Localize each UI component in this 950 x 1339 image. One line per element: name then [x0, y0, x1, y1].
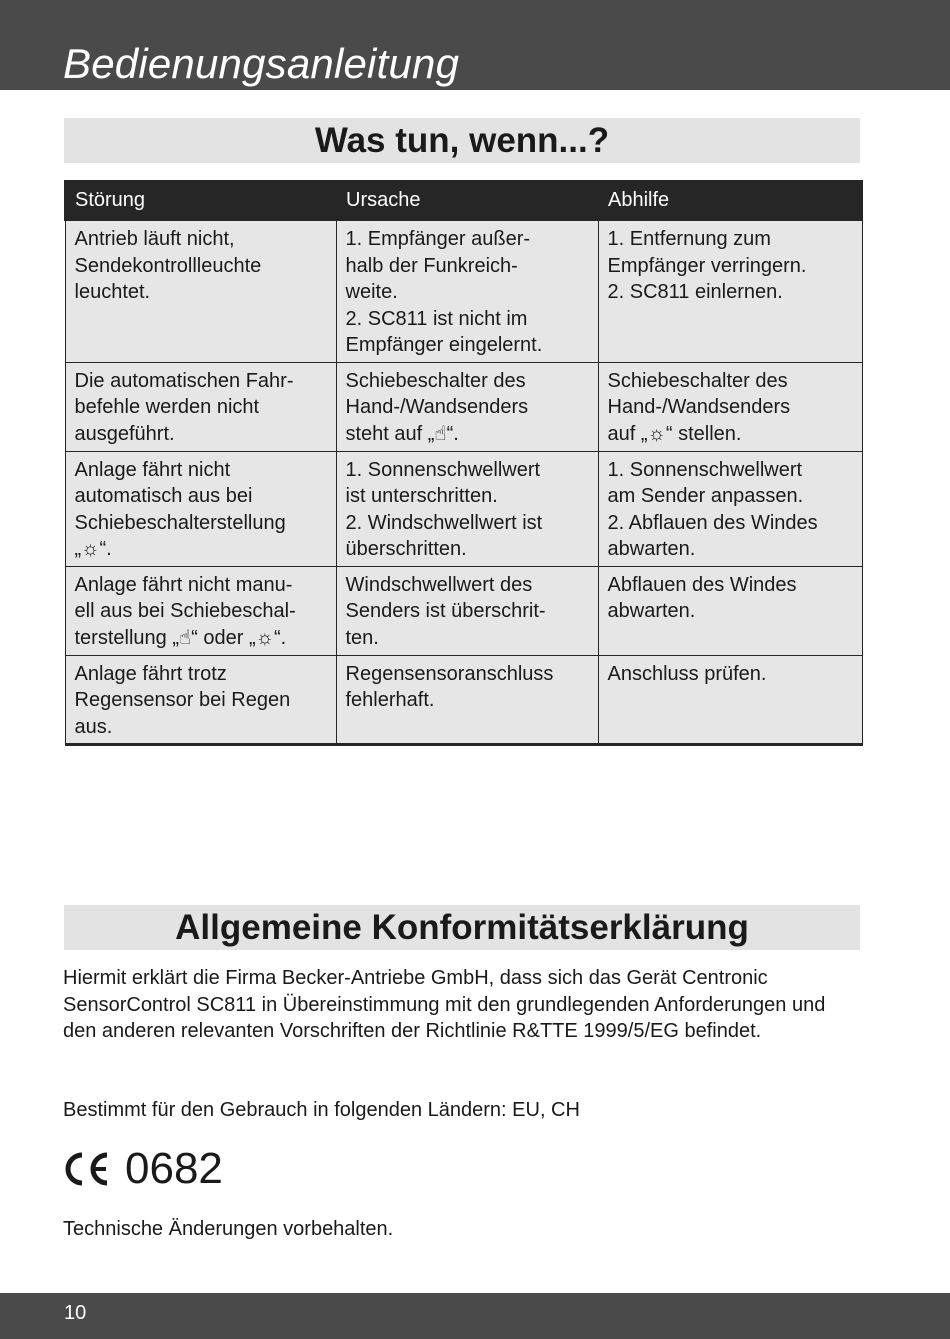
troubleshooting-table	[64, 180, 863, 746]
cell-ursache: Regensensoranschluss fehlerhaft.	[336, 655, 598, 745]
table-row	[65, 451, 862, 566]
table-row	[65, 220, 862, 362]
cell-ursache: Schiebeschalter des Hand-/Wandsenders steht auf „☝“.	[336, 362, 598, 451]
troubleshooting-heading-box	[64, 118, 860, 163]
page-title: Bedienungsanleitung	[63, 40, 460, 87]
conformity-statement: Hiermit erklärt die Firma Becker-Antriebe GmbH, dass sich das Gerät Centronic SensorControl SC811 in Übereinstimmung mit den grundlegenden Anforderungen und den anderen relevanten Vorschriften der Richtlinie R&TTE 1999/5/EG befindet.	[63, 967, 826, 1042]
column-header-abhilfe: Abhilfe	[598, 181, 862, 220]
troubleshooting-heading: Was tun, wenn...?	[314, 121, 610, 160]
conformity-heading: Allgemeine Konformitätserklärung	[175, 908, 749, 947]
cell-stoerung: Die automatischen Fahr- befehle werden nicht ausgeführt.	[65, 362, 336, 451]
table-row	[65, 362, 862, 451]
column-header-ursache: Ursache	[336, 181, 598, 220]
cell-abhilfe: Schiebeschalter des Hand-/Wandsenders auf „☼“ stellen.	[598, 362, 862, 451]
cell-ursache: Windschwellwert des Senders ist überschrit- ten.	[336, 566, 598, 655]
conformity-heading-box	[64, 905, 860, 950]
cell-stoerung: Anlage fährt trotz Regensensor bei Regen aus.	[65, 655, 336, 745]
column-header-stoerung: Störung	[65, 181, 336, 220]
technical-changes-note: Technische Änderungen vorbehalten.	[63, 1218, 394, 1240]
cell-abhilfe: 1. Sonnenschwellwert am Sender anpassen. 2. Abflauen des Windes abwarten.	[598, 451, 862, 566]
cell-ursache: 1. Sonnenschwellwert ist unterschritten. 2. Windschwellwert ist überschritten.	[336, 451, 598, 566]
notified-body-number: 0682	[125, 1144, 223, 1193]
cell-stoerung: Antrieb läuft nicht, Sendekontrollleuchte leuchtet.	[65, 220, 336, 362]
cell-abhilfe: Abflauen des Windes abwarten.	[598, 566, 862, 655]
ce-logo-icon	[63, 1150, 111, 1188]
page-number: 10	[64, 1302, 87, 1324]
footer-bar	[0, 1293, 950, 1339]
countries-statement: Bestimmt für den Gebrauch in folgenden Ländern: EU, CH	[63, 1099, 580, 1121]
cell-stoerung: Anlage fährt nicht manu- ell aus bei Schiebeschal- terstellung „☝“ oder „☼“.	[65, 566, 336, 655]
cell-ursache: 1. Empfänger außer- halb der Funkreich- weite. 2. SC811 ist nicht im Empfänger eingelernt.	[336, 220, 598, 362]
cell-abhilfe: Anschluss prüfen.	[598, 655, 862, 745]
cell-stoerung: Anlage fährt nicht automatisch aus bei Schiebeschalterstellung „☼“.	[65, 451, 336, 566]
ce-mark	[63, 1145, 223, 1193]
table-header-row	[65, 181, 862, 220]
cell-abhilfe: 1. Entfernung zum Empfänger verringern. 2. SC811 einlernen.	[598, 220, 862, 362]
table-row	[65, 655, 862, 745]
table-row	[65, 566, 862, 655]
